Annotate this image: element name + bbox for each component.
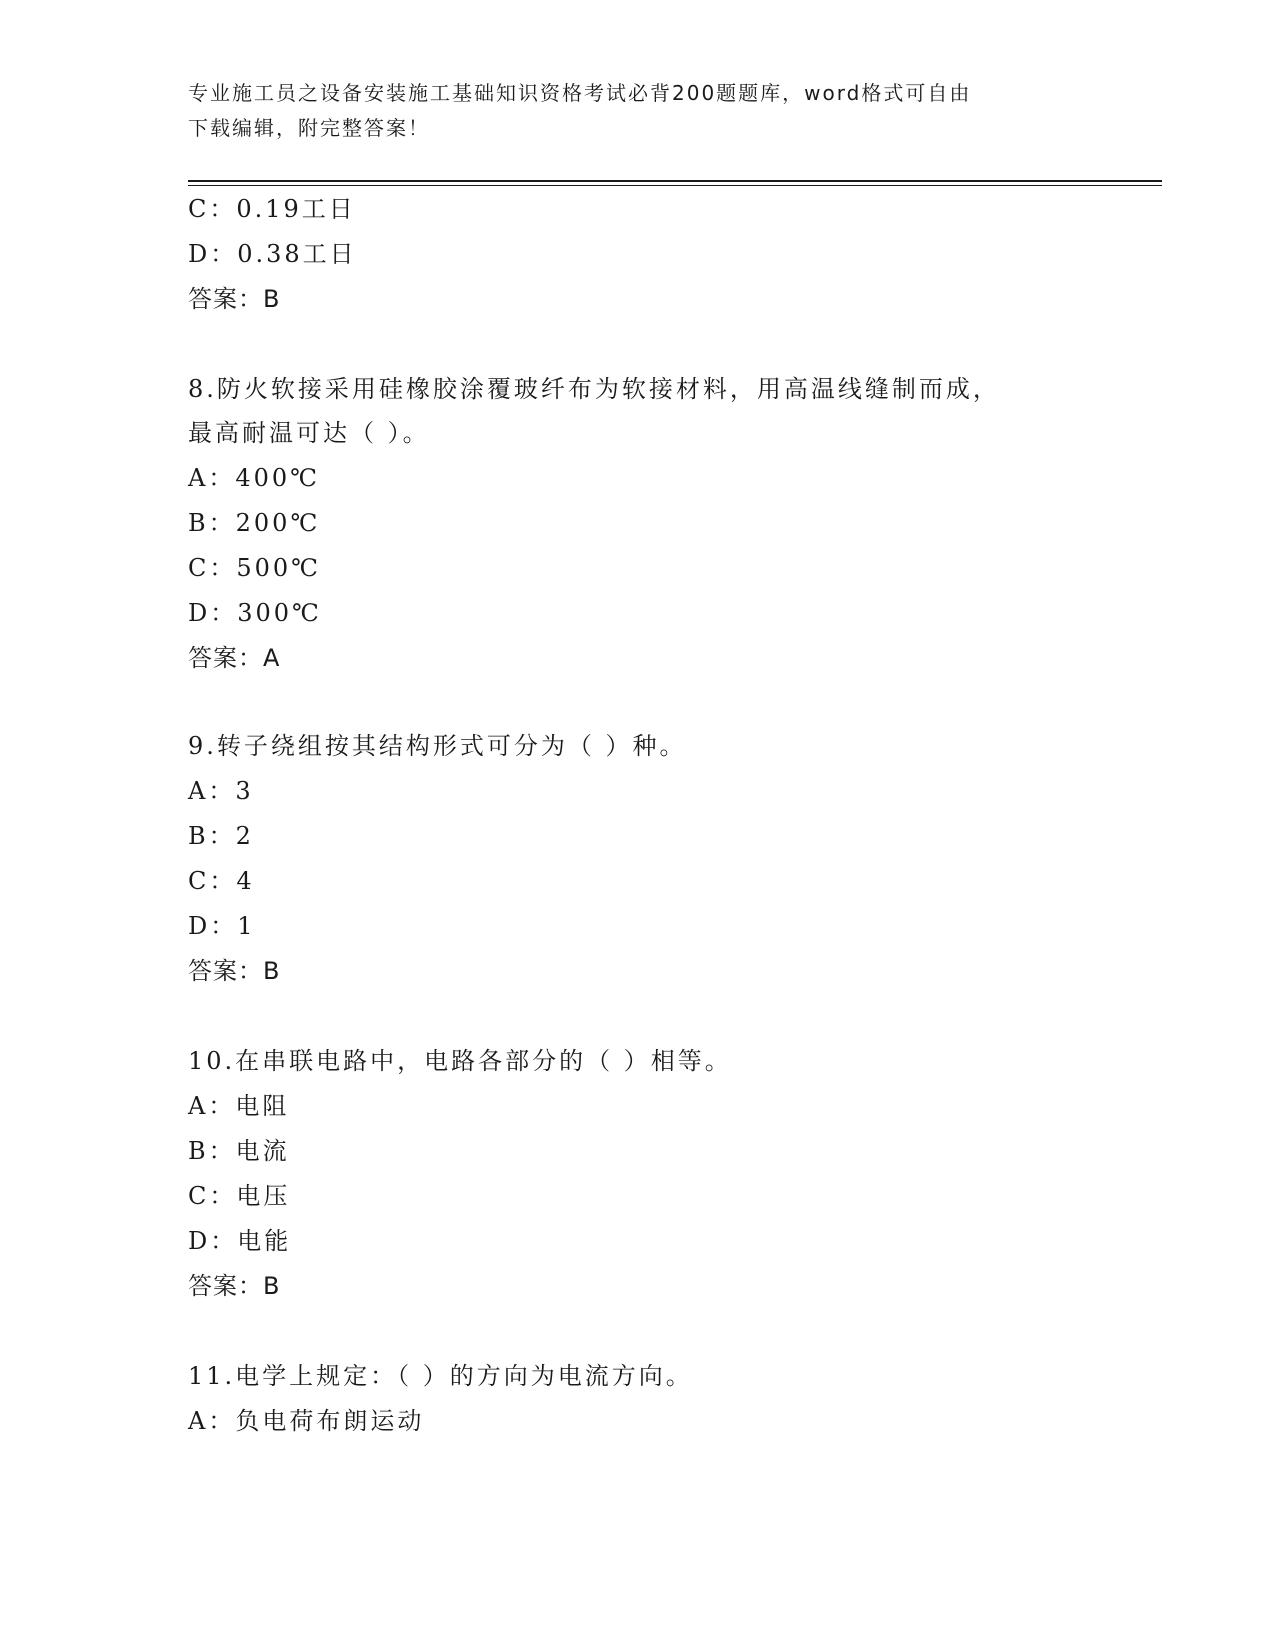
header-line-1: 专业施工员之设备安装施工基础知识资格考试必背200题题库，word格式可自由 [188, 81, 972, 105]
q9-option-a: A：3 [188, 777, 254, 805]
q7-answer: 答案：B [188, 285, 281, 313]
q10-answer: 答案：B [188, 1272, 281, 1300]
q10-option-a: A：电阻 [188, 1092, 290, 1120]
q10-option-d: D：电能 [188, 1227, 292, 1255]
q7-option-c: C：0.19工日 [188, 195, 356, 223]
q8-option-d: D：300℃ [188, 599, 322, 627]
q10-option-c: C：电压 [188, 1182, 291, 1210]
q10-stem: 10.在串联电路中，电路各部分的（ ）相等。 [188, 1047, 732, 1075]
header-divider-thick [188, 180, 1162, 182]
q8-option-a: A：400℃ [188, 464, 320, 492]
q8-stem-line-2: 最高耐温可达（ ）。 [188, 419, 430, 447]
q10-option-b: B：电流 [188, 1137, 290, 1165]
q8-option-c: C：500℃ [188, 554, 322, 582]
q9-option-b: B：2 [188, 822, 254, 850]
header-line-2: 下载编辑，附完整答案！ [188, 116, 430, 140]
q11-option-a: A：负电荷布朗运动 [188, 1407, 425, 1435]
q8-option-b: B：200℃ [188, 509, 321, 537]
q8-answer: 答案：A [188, 644, 281, 672]
document-header [188, 76, 1088, 146]
header-divider-thin [188, 185, 1162, 186]
q9-stem: 9.转子绕组按其结构形式可分为（ ）种。 [188, 732, 687, 760]
q9-option-d: D：1 [188, 912, 256, 940]
q9-answer: 答案：B [188, 957, 281, 985]
q11-stem: 11.电学上规定：（ ）的方向为电流方向。 [188, 1362, 693, 1390]
q7-option-d: D：0.38工日 [188, 240, 357, 268]
q9-option-c: C：4 [188, 867, 255, 895]
q8-stem-line-1: 8.防火软接采用硅橡胶涂覆玻纤布为软接材料，用高温线缝制而成， [188, 375, 1000, 403]
